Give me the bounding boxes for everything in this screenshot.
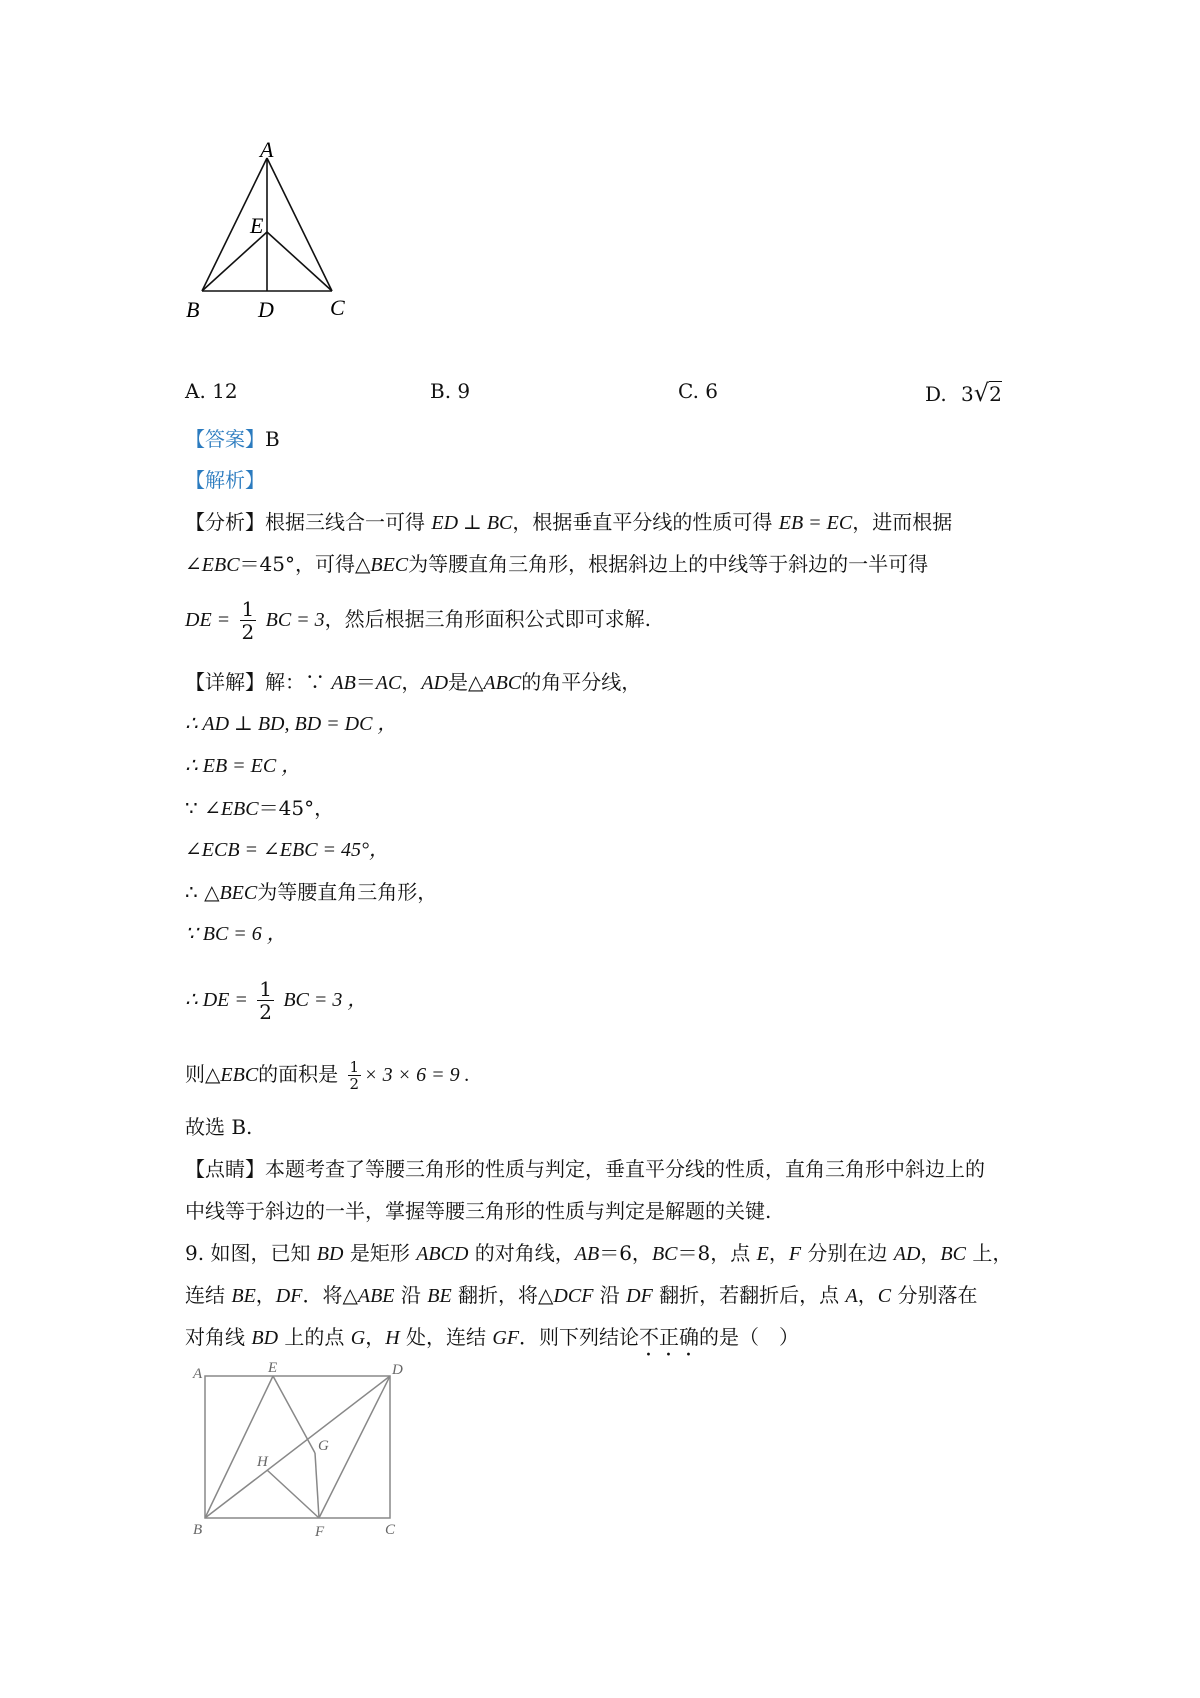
math-ebc: EBC (220, 1064, 259, 1086)
option-d (925, 379, 1002, 407)
label-E: E (268, 1360, 278, 1376)
emphasis-char: 不 (639, 1325, 660, 1349)
xj-text: ， (401, 670, 422, 694)
q9-text: 连结 (185, 1283, 232, 1307)
math-abcd: ABCD (416, 1243, 469, 1265)
label-H: H (257, 1454, 268, 1470)
math-g: G (350, 1327, 366, 1349)
math-gf: GF (492, 1327, 520, 1349)
triangle-figure (180, 140, 360, 330)
math-e: E (756, 1243, 769, 1265)
xiangjie-line-8 (185, 975, 367, 1024)
q9-text: 是矩形 (343, 1241, 417, 1265)
math-ab: AB (574, 1243, 600, 1265)
xj-text: 是△ (448, 670, 484, 694)
math-eb-eq-ec: EB = EC (778, 512, 853, 534)
fenxi-text: 为等腰直角三角形，根据斜边上的中线等于斜边的一半可得 (408, 552, 929, 576)
sqrt-sign: √ (973, 379, 990, 407)
option-c: C. 6 (678, 379, 719, 403)
math-be: BE (427, 1285, 452, 1307)
math-c: C (877, 1285, 892, 1307)
label-E: E (250, 213, 264, 238)
q9-text: 上的点 (278, 1325, 351, 1349)
q9-line-2 (185, 1282, 977, 1309)
math-ebc: EBC (220, 798, 259, 820)
option-b: B. 9 (430, 379, 471, 403)
label-B: B (186, 297, 200, 322)
xiangjie-line-7: ∵ BC = 6 ， (185, 923, 287, 945)
xj-text: 的面积是 (258, 1062, 339, 1086)
math-therefore-de: ∴ DE = (185, 989, 248, 1011)
math-area-product: × 3 × 6 = 9 . (364, 1064, 470, 1086)
option-a: A. 12 (185, 379, 238, 403)
math-bd: BD (316, 1243, 344, 1265)
label-D: D (392, 1362, 403, 1378)
q9-text: ， (920, 1241, 941, 1265)
label-A: A (260, 140, 274, 162)
math-ab: AB (331, 672, 356, 694)
xj-text: 的角平分线， (521, 670, 642, 694)
option-d-prefix: D. (925, 382, 947, 406)
xiangjie-line-4 (185, 795, 334, 822)
xj-text: 则△ (185, 1062, 221, 1086)
q9-text: ．将△ (302, 1283, 358, 1307)
math-de-eq: DE = (185, 609, 231, 631)
fenxi-text: ＝45°，可得 (239, 552, 355, 576)
fenxi-text: 根据三线合一可得 (265, 510, 425, 534)
answer-line (185, 426, 280, 452)
q9-text: ＝8，点 (677, 1241, 757, 1265)
answer-value: B (265, 427, 280, 451)
math-bec: BEC (219, 882, 258, 904)
xj-text: ＝45°， (258, 796, 335, 820)
q9-line-1 (185, 1240, 1012, 1267)
emphasis-char: 正 (659, 1325, 680, 1349)
q9-text: 翻折，若翻折后，点 (652, 1283, 846, 1307)
label-B: B (193, 1522, 203, 1538)
q9-text: 分别落在 (891, 1283, 978, 1307)
q9-text: 的对角线， (468, 1241, 575, 1265)
math-abe: ABE (357, 1285, 395, 1307)
q9-text: 的是（ ） (699, 1325, 800, 1349)
math-a: A (845, 1285, 858, 1307)
analysis-tag: 【解析】 (185, 468, 265, 492)
q9-text: 9. 如图，已知 (185, 1241, 317, 1265)
xiangjie-line-9 (185, 1054, 470, 1095)
q9-text: 沿 (394, 1283, 428, 1307)
fraction-half: $\frac{1}{2}$ (241, 597, 255, 644)
xj-text: ∴ △ (185, 880, 220, 904)
math-bec: BEC (370, 554, 409, 576)
xiangjie-tag: 【详解】 (185, 670, 265, 694)
math-abc: ABC (483, 672, 522, 694)
math-angle-ebc: ∠EBC (185, 554, 240, 576)
math-df: DF (626, 1285, 653, 1307)
q9-text: ＝6， (599, 1241, 652, 1265)
fenxi-tag: 【分析】 (185, 510, 265, 534)
fenxi-line-1 (185, 509, 952, 536)
triangle-symbol: △ (354, 552, 371, 576)
fenxi-line-3 (185, 595, 651, 644)
math-ad: AD (421, 672, 449, 694)
math-df: DF (275, 1285, 303, 1307)
emphasis-char: 确 (679, 1325, 700, 1349)
label-D: D (258, 297, 274, 322)
q9-text: 沿 (593, 1283, 627, 1307)
q9-text: 翻折，将△ (451, 1283, 554, 1307)
fenxi-text: ，然后根据三角形面积公式即可求解. (324, 607, 652, 631)
dianjing-line-1 (185, 1156, 985, 1182)
math-bc: BC (651, 1243, 678, 1265)
math-ed-perp-bc: ED ⊥ BC (431, 512, 513, 534)
q9-line-3 (185, 1324, 799, 1351)
rectangle-fold-figure (185, 1358, 415, 1538)
answer-tag: 【答案】 (185, 427, 265, 451)
label-A: A (193, 1366, 203, 1382)
xiangjie-line-10: 故选 B. (185, 1115, 253, 1139)
xj-text: 为等腰直角三角形， (257, 880, 438, 904)
q9-text: ， (768, 1241, 789, 1265)
math-h: H (385, 1327, 400, 1349)
fraction-half: $\frac{1}{2}$ (259, 977, 272, 1024)
math-bc-eq-3: BC = 3 (265, 609, 325, 631)
fraction-half: $\frac{1}{2}$ (349, 1058, 360, 1093)
q9-text: ， (255, 1283, 276, 1307)
q9-text: 上， (965, 1241, 1013, 1265)
math-ac: AC (375, 672, 402, 694)
math-bc-eq-3: BC = 3 ， (283, 989, 368, 1011)
fenxi-text: ，进而根据 (852, 510, 953, 534)
math-dcf: DCF (553, 1285, 594, 1307)
xj-text: ＝ (355, 670, 376, 694)
q9-text: ．则下列结论 (519, 1325, 640, 1349)
label-C: C (385, 1522, 396, 1538)
math-bc: BC (940, 1243, 966, 1265)
option-d-coef: 3 (961, 382, 974, 406)
math-be: BE (231, 1285, 256, 1307)
q9-text: 分别在边 (801, 1241, 894, 1265)
xiangjie-line-1 (185, 669, 641, 696)
math-ad: AD (893, 1243, 921, 1265)
label-C: C (330, 295, 345, 320)
dianjing-line-2: 中线等于斜边的一半，掌握等腰三角形的性质与判定是解题的关键. (185, 1199, 772, 1223)
label-F: F (315, 1524, 325, 1538)
xiangjie-line-3: ∴ EB = EC ， (185, 755, 302, 777)
xj-text: ∵ ∠ (185, 796, 221, 820)
xiangjie-line-6 (185, 879, 437, 906)
fenxi-line-2 (185, 551, 928, 578)
q9-text: ， (365, 1325, 386, 1349)
xj-text: 解：∵ (265, 670, 332, 694)
option-d-rad: 2 (989, 382, 1002, 406)
math-bd: BD (251, 1327, 279, 1349)
math-f: F (788, 1243, 802, 1265)
label-G: G (318, 1438, 329, 1454)
dj-text: 本题考查了等腰三角形的性质与判定，垂直平分线的性质，直角三角形中斜边上的 (265, 1157, 985, 1181)
xiangjie-line-5: ∠ECB = ∠EBC = 45°， (185, 839, 390, 861)
q9-text: ， (857, 1283, 878, 1307)
fenxi-text: ，根据垂直平分线的性质可得 (512, 510, 773, 534)
dianjing-tag: 【点睛】 (185, 1157, 265, 1181)
q9-text: 对角线 (185, 1325, 252, 1349)
q9-text: 处，连结 (399, 1325, 493, 1349)
xiangjie-line-2: ∴ AD ⊥ BD, BD = DC ， (185, 713, 398, 735)
